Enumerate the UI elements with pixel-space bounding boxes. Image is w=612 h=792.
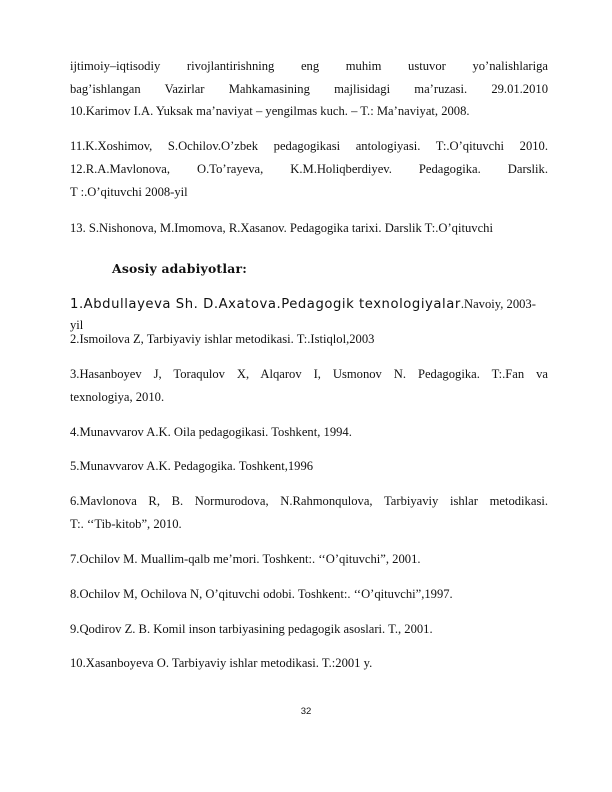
reference-12-mavlonova: 12.R.A.Mavlonova, O.To’rayeva, K.M.Holiqberdiyev. Pedagogika. Darslik. <box>70 162 548 176</box>
reference-5-munavvarov: 5.Munavvarov A.K. Pedagogika. Toshkent,1996 <box>70 459 314 473</box>
top-paragraph-line-1: ijtimoiy–iqtisodiy rivojlantirishning eng muhim ustuvor yo’nalishlariga <box>70 59 548 73</box>
reference-1-publisher: .Navoiy, 2003-yil <box>70 297 536 332</box>
reference-1-title: 1.Abdullayeva Sh. D.Axatova.Pedagogik texnologiyalar <box>70 297 461 312</box>
reference-8-ochilov: 8.Ochilov M, Ochilova N, O’qituvchi odobi. Toshkent:. ‘‘O’qituvchi”,1997. <box>70 587 453 601</box>
reference-12-continuation: T :.O’qituvchi 2008-yil <box>70 185 188 199</box>
reference-11-xoshimov: 11.K.Xoshimov, S.Ochilov.O’zbek pedagogikasi antologiyasi. T:.O’qituvchi 2010. <box>70 139 548 153</box>
reference-7-ochilov: 7.Ochilov M. Muallim-qalb me’mori. Toshkent:. ‘‘O’qituvchi”, 2001. <box>70 552 421 566</box>
section-heading: Asosiy adabiyotlar: <box>112 261 247 276</box>
reference-6-mavlonova: 6.Mavlonova R, B. Normurodova, N.Rahmonqulova, Tarbiyaviy ishlar metodikasi. <box>70 494 548 508</box>
reference-3-continuation: texnologiya, 2010. <box>70 390 165 404</box>
reference-9-qodirov: 9.Qodirov Z. B. Komil inson tarbiyasining pedagogik asoslari. T., 2001. <box>70 622 433 636</box>
page-number: 32 <box>300 706 312 717</box>
reference-2-ismoilova: 2.Ismoilova Z, Tarbiyaviy ishlar metodikasi. T:.Istiqlol,2003 <box>70 332 375 346</box>
reference-4-munavvarov: 4.Munavvarov A.K. Oila pedagogikasi. Toshkent, 1994. <box>70 425 352 439</box>
reference-10-xasanboyeva: 10.Xasanboyeva O. Tarbiyaviy ishlar metodikasi. T.:2001 y. <box>70 656 373 670</box>
reference-3-hasanboyev: 3.Hasanboyev J, Toraqulov X, Alqarov I, Usmonov N. Pedagogika. T:.Fan va <box>70 367 548 381</box>
top-paragraph-line-2: bag’ishlangan Vazirlar Mahkamasining majlisidagi ma’ruzasi. 29.01.2010 <box>70 82 548 96</box>
reference-6-continuation: T:. ‘‘Tib-kitob”, 2010. <box>70 517 182 531</box>
reference-13-nishonova: 13. S.Nishonova, M.Imomova, R.Xasanov. Pedagogika tarixi. Darslik T:.O’qituvchi <box>70 221 493 235</box>
reference-10-karimov: 10.Karimov I.A. Yuksak ma’naviyat – yengilmas kuch. – T.: Ma’naviyat, 2008. <box>70 104 470 118</box>
